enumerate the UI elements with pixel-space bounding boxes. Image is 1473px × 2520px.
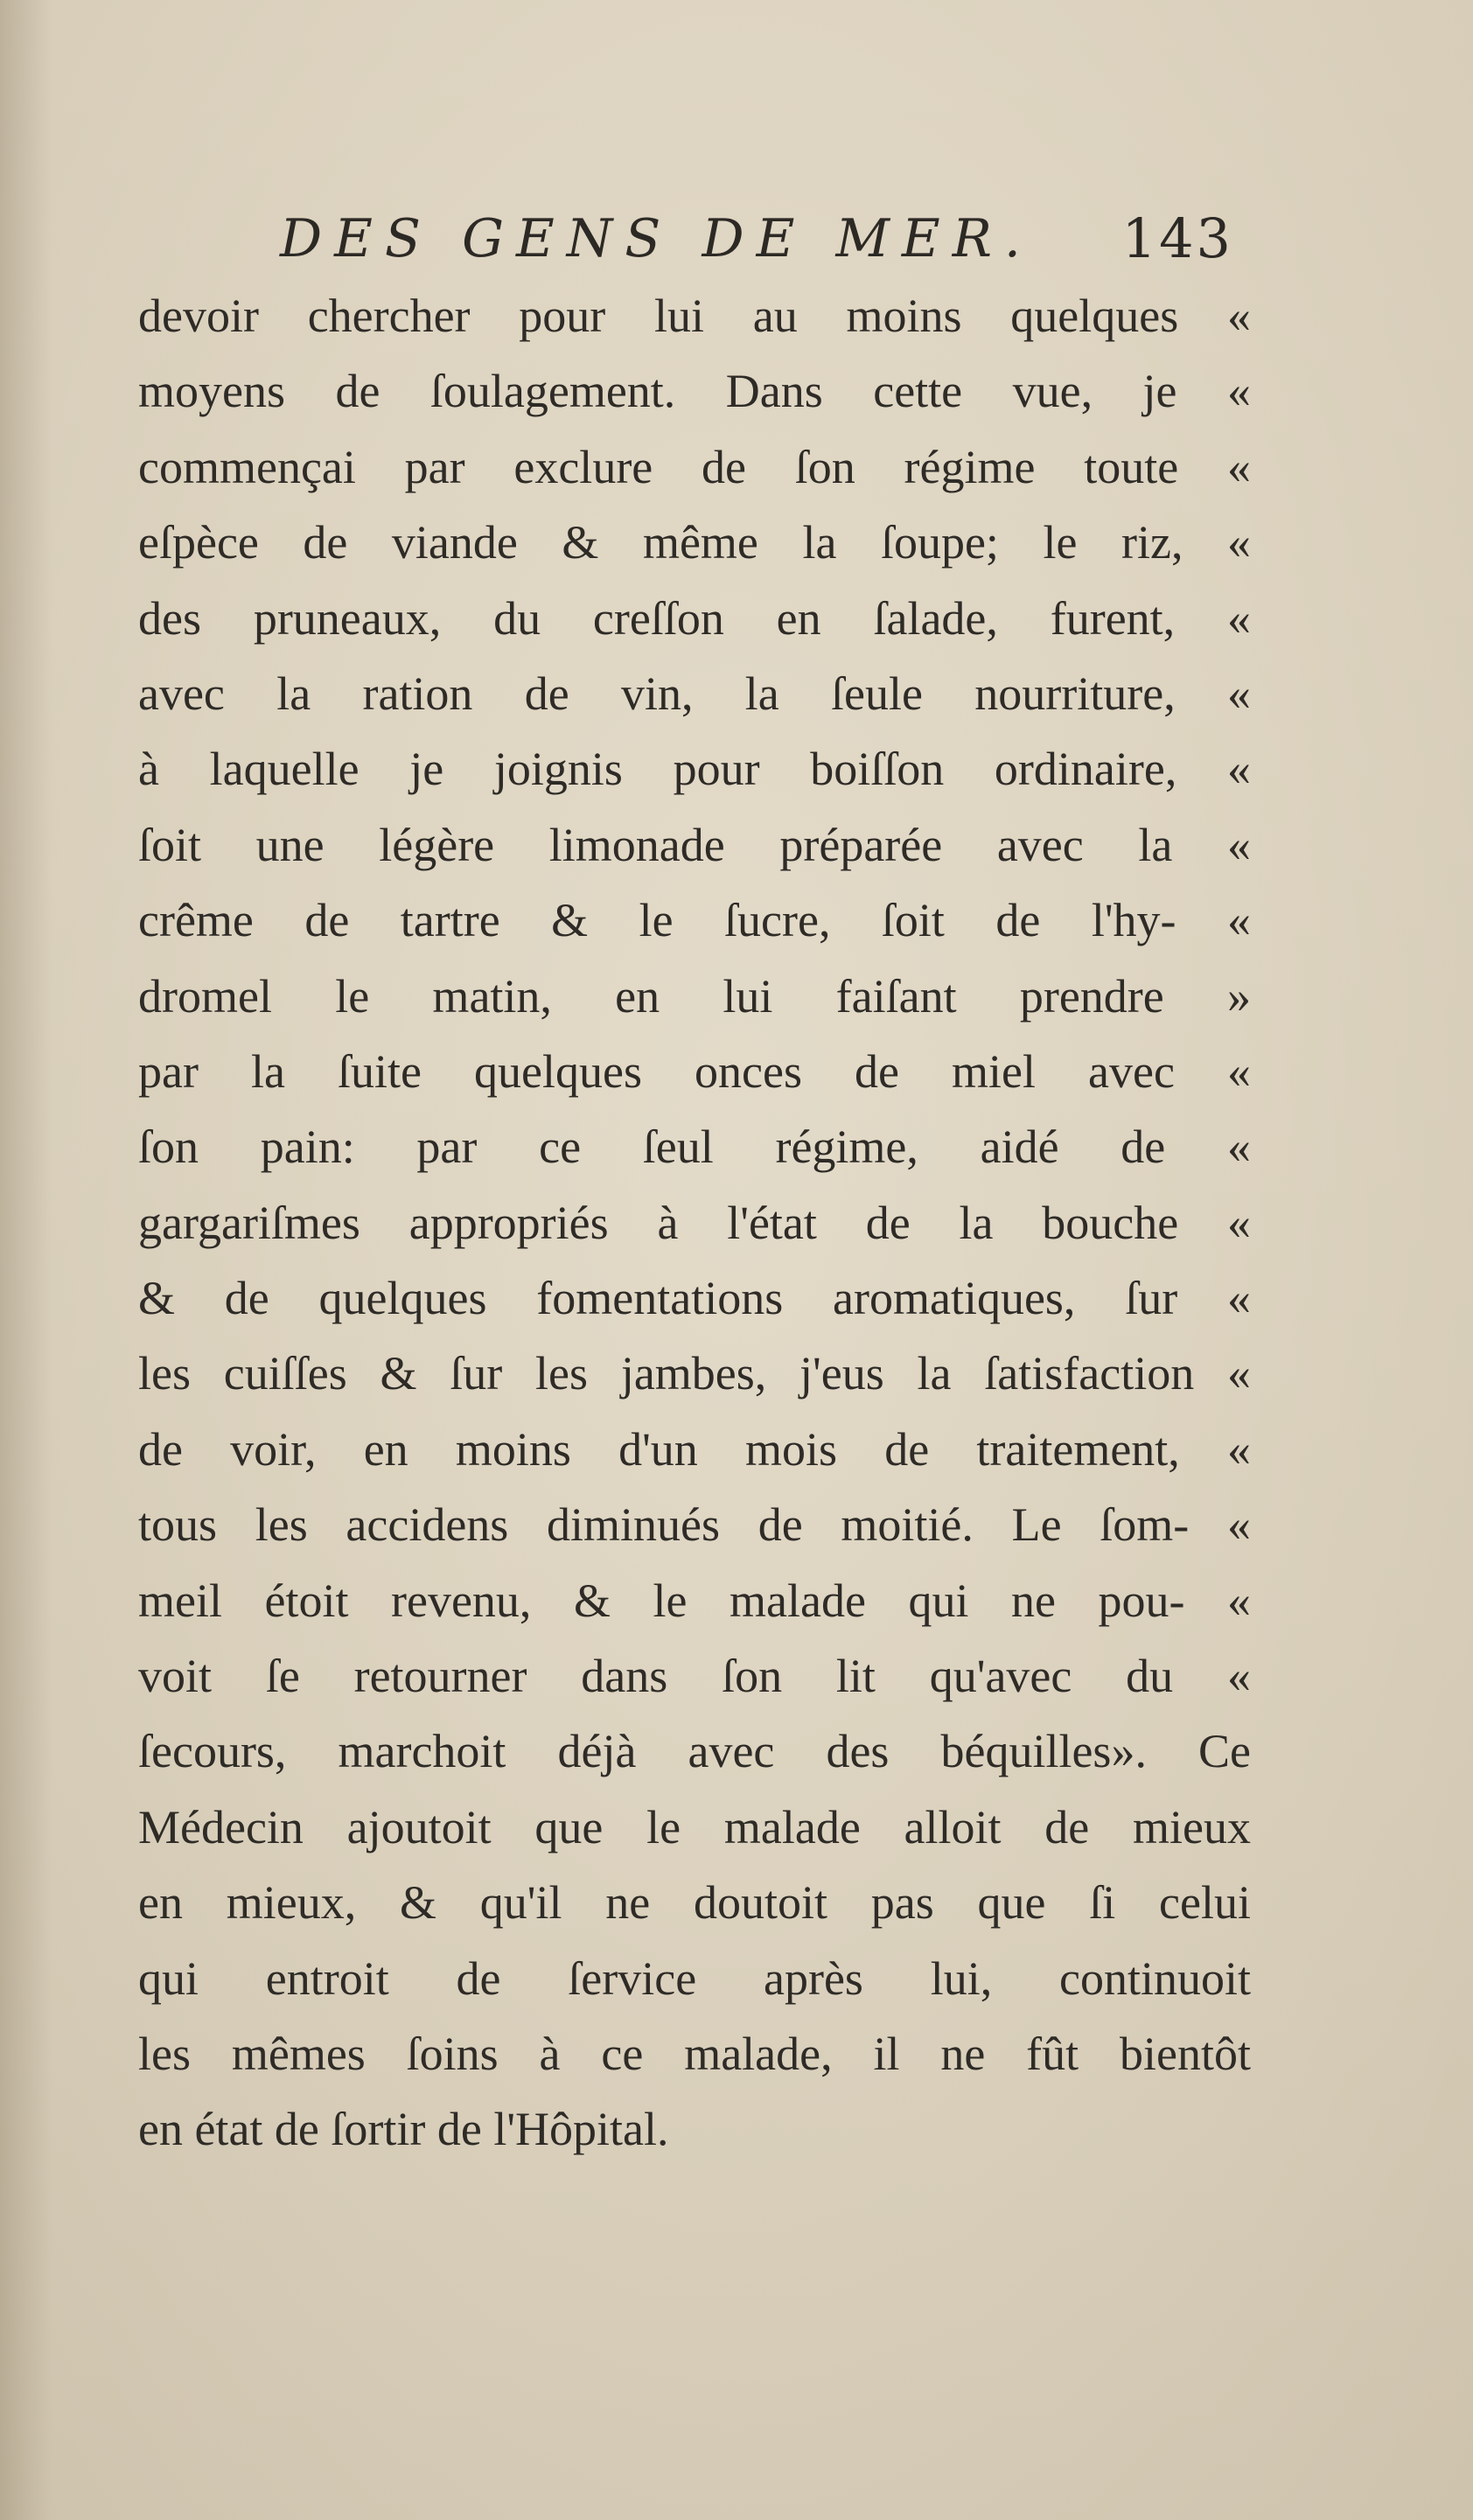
text-line: ſoit une légère limonade préparée avec la « [138,818,1251,871]
text-line: en état de ſortir de l'Hôpital. [138,2103,669,2156]
text-line: crême de tartre & le ſucre, ſoit de l'hy- « [138,894,1251,947]
text-line: en mieux, & qu'il ne doutoit pas que ſi celui [138,1876,1251,1930]
text-line: les mêmes ſoins à ce malade, il ne fût bientôt [138,2027,1251,2080]
text-line: par la ſuite quelques onces de miel avec « [138,1044,1251,1098]
text-line: les cuiſſes & ſur les jambes, j'eus la ſatisfaction « [138,1347,1251,1400]
text-line: ſecours, marchoit déjà avec des béquilles». Ce [138,1725,1251,1778]
text-line: de voir, en moins d'un mois de traitement, « [138,1422,1251,1476]
running-head-title: DES GENS DE MER. [280,208,1033,269]
running-head [280,199,1233,278]
text-line: moyens de ſoulagement. Dans cette vue, je « [138,365,1251,418]
text-line: gargariſmes appropriés à l'état de la bouche « [138,1196,1251,1249]
text-line: ſon pain: par ce ſeul régime, aidé de « [138,1120,1251,1174]
text-line: eſpèce de viande & même la ſoupe; le riz, « [138,516,1251,569]
text-line: des pruneaux, du creſſon en ſalade, furent, « [138,591,1251,645]
text-line: qui entroit de ſervice après lui, continuoit [138,1951,1251,2005]
text-line: à laquelle je joignis pour boiſſon ordinaire, « [138,743,1251,796]
page-gutter-shadow [0,0,52,2520]
text-line: devoir chercher pour lui au moins quelques « [138,290,1251,342]
text-line: commençai par exclure de ſon régime toute « [138,440,1251,493]
text-line: dromel le matin, en lui faiſant prendre » [138,969,1251,1023]
page-number: 143 [1121,206,1233,270]
text-line: Médecin ajoutoit que le malade alloit de mieux [138,1800,1251,1853]
text-line: voit ſe retourner dans ſon lit qu'avec du « [138,1650,1251,1703]
text-line: tous les accidens diminués de moitié. Le ſom- « [138,1498,1251,1552]
text-line: & de quelques fomentations aromatiques, ſur « [138,1272,1251,1325]
text-line: meil étoit revenu, & le malade qui ne pou- « [138,1574,1251,1627]
body-text [138,278,1251,2167]
text-line: avec la ration de vin, la ſeule nourriture, « [138,667,1251,720]
